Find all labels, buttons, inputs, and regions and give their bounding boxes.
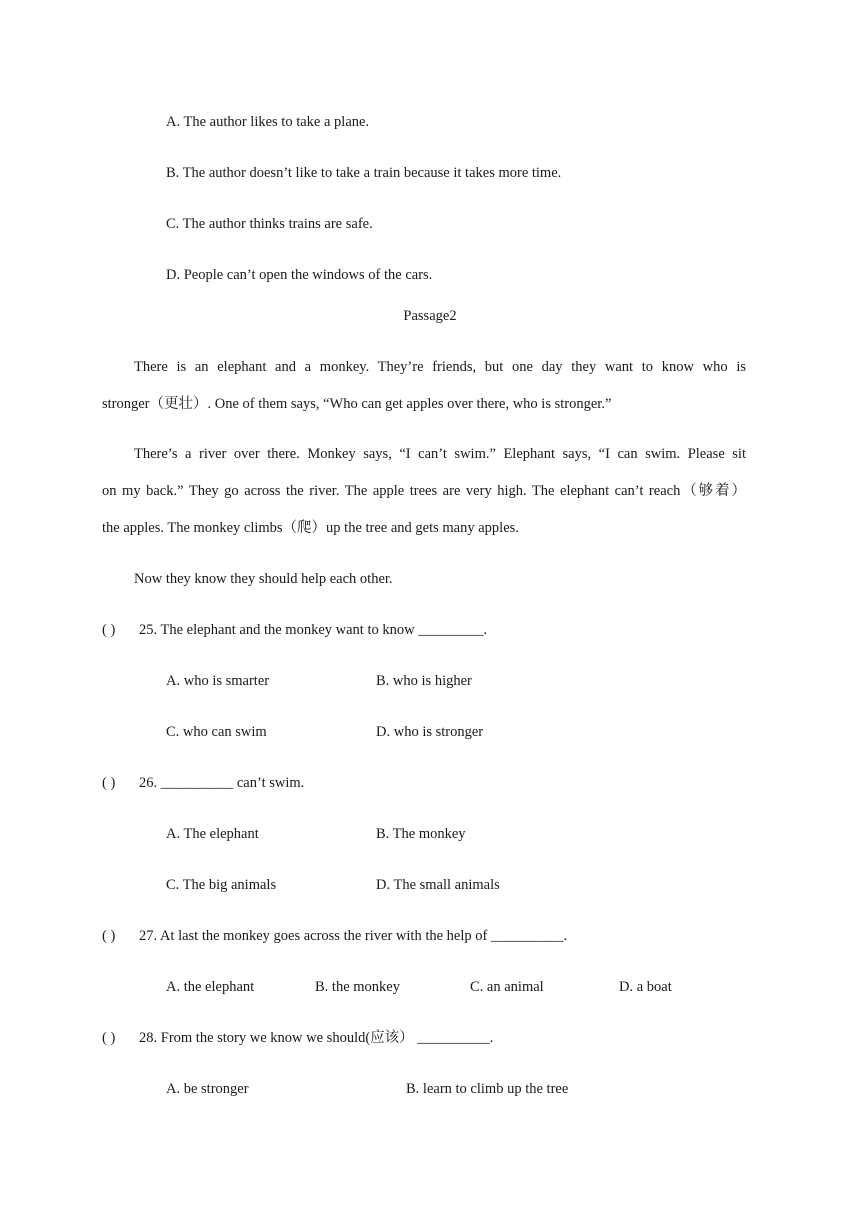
answer-blank-28[interactable]: ( ) [102, 1030, 116, 1046]
question-26-text: 26. __________ can’t swim. [139, 775, 305, 791]
q26-option-b: B. The monkey [376, 826, 466, 842]
q25-option-d: D. who is stronger [376, 724, 484, 740]
paragraph-1 [102, 358, 746, 413]
q25-option-c: C. who can swim [166, 724, 267, 740]
q25-option-a: A. who is smarter [166, 673, 270, 689]
q27-option-c: C. an animal [470, 979, 544, 995]
paragraph-2-line-2: on my back.” They go across the river. The apple trees are very high. The elephant can’t reach（够着） [102, 483, 746, 499]
answer-blank-26[interactable]: ( ) [102, 775, 116, 791]
q26-option-d: D. The small animals [376, 877, 500, 893]
question-28 [102, 1029, 493, 1047]
answer-blank-25[interactable]: ( ) [102, 622, 116, 638]
q26-option-c: C. The big animals [166, 877, 277, 893]
paragraph-2-line-1: There’s a river over there. Monkey says, “I can’t swim.” Elephant says, “I can swim. Please sit [134, 446, 746, 462]
question-27 [102, 927, 567, 945]
question-25-text: 25. The elephant and the monkey want to know _________. [139, 622, 488, 638]
paragraph-3: Now they know they should help each other. [134, 571, 393, 587]
prev-option-a: A. The author likes to take a plane. [166, 114, 370, 130]
prev-option-c: C. The author thinks trains are safe. [166, 216, 373, 232]
q25-option-b: B. who is higher [376, 673, 472, 689]
paragraph-2 [102, 445, 746, 537]
question-28-text: 28. From the story we know we should(应该） __________. [139, 1030, 494, 1046]
q27-option-a: A. the elephant [166, 979, 255, 995]
question-27-text: 27. At last the monkey goes across the river with the help of __________. [139, 928, 568, 944]
prev-option-b: B. The author doesn’t like to take a train because it takes more time. [166, 165, 562, 181]
q26-option-a: A. The elephant [166, 826, 259, 842]
paragraph-1-line-2: stronger（更壮）. One of them says, “Who can get apples over there, who is stronger.” [102, 396, 612, 412]
answer-blank-27[interactable]: ( ) [102, 928, 116, 944]
question-26 [102, 774, 304, 792]
q27-option-b: B. the monkey [315, 979, 400, 995]
paragraph-1-line-1: There is an elephant and a monkey. They’re friends, but one day they want to know who is [134, 359, 746, 375]
passage-title: Passage2 [403, 308, 457, 324]
q28-option-a: A. be stronger [166, 1081, 249, 1097]
paragraph-2-line-3: the apples. The monkey climbs（爬）up the tree and gets many apples. [102, 520, 519, 536]
q27-option-d: D. a boat [619, 979, 672, 995]
q28-option-b: B. learn to climb up the tree [406, 1081, 569, 1097]
prev-option-d: D. People can’t open the windows of the cars. [166, 267, 433, 283]
question-25 [102, 621, 487, 639]
